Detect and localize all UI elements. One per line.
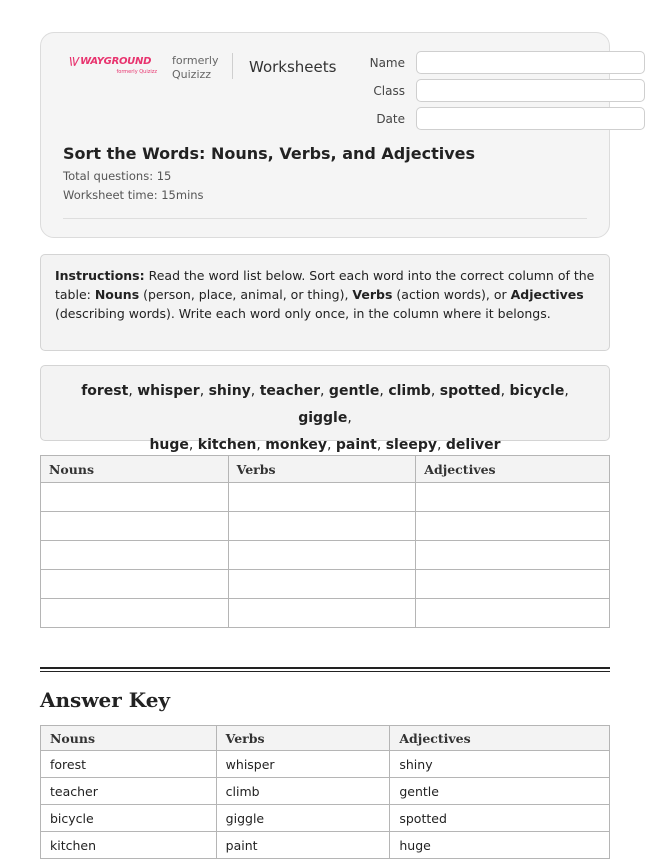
word-bank-word: spotted xyxy=(439,383,501,399)
answer-key-cell: spotted xyxy=(390,805,610,832)
word-bank-word: climb xyxy=(388,383,431,399)
answer-cell[interactable] xyxy=(416,512,610,541)
word-bank-word: monkey xyxy=(265,437,327,453)
answer-key-row xyxy=(41,778,610,805)
answer-key-cell: teacher xyxy=(41,778,217,805)
class-field[interactable] xyxy=(416,79,645,102)
answer-cell[interactable] xyxy=(416,483,610,512)
word-bank-word: bicycle xyxy=(509,383,565,399)
answer-cell[interactable] xyxy=(41,599,229,628)
word-bank-word: forest xyxy=(81,383,129,399)
word-bank-word: kitchen xyxy=(197,437,257,453)
answer-key-row xyxy=(41,805,610,832)
word-bank xyxy=(40,365,610,453)
answer-key-cell: kitchen xyxy=(41,832,217,859)
quizizz-label: Quizizz xyxy=(172,68,212,81)
answer-key-cell: huge xyxy=(390,832,610,859)
answer-cell[interactable] xyxy=(41,570,229,599)
answer-cell[interactable] xyxy=(228,541,416,570)
class-label: Class xyxy=(373,84,405,98)
answer-header-verbs: Verbs xyxy=(216,726,390,751)
answer-cell[interactable] xyxy=(41,483,229,512)
answer-row xyxy=(41,570,610,599)
answer-row xyxy=(41,512,610,541)
answer-key-cell: climb xyxy=(216,778,390,805)
instructions-text-3: (action words), or xyxy=(392,287,511,302)
answer-cell[interactable] xyxy=(228,599,416,628)
answer-key-header xyxy=(41,726,610,751)
answer-key-row xyxy=(41,832,610,859)
product-name: Worksheets xyxy=(249,58,337,76)
wayground-logo xyxy=(69,55,159,75)
instructions-adjectives: Adjectives xyxy=(510,287,584,302)
word-bank-word: sleepy xyxy=(385,437,437,453)
name-label: Name xyxy=(369,56,405,70)
word-bank-word: huge xyxy=(149,437,189,453)
answer-header-adjectives: Adjectives xyxy=(390,726,610,751)
answer-cell[interactable] xyxy=(416,599,610,628)
answer-cell[interactable] xyxy=(41,541,229,570)
formerly-label: formerly xyxy=(172,54,219,67)
answer-header-nouns: Nouns xyxy=(41,726,217,751)
answer-key-cell: forest xyxy=(41,751,217,778)
answer-row xyxy=(41,541,610,570)
worksheet-title: Sort the Words: Nouns, Verbs, and Adjectives xyxy=(63,144,476,163)
answer-key-cell: giggle xyxy=(216,805,390,832)
instructions-verbs: Verbs xyxy=(352,287,393,302)
word-bank-word: paint xyxy=(335,437,377,453)
wayground-logo-icon: \\/ xyxy=(69,55,79,68)
instructions-box xyxy=(40,254,610,351)
instructions-text-4: (describing words). Write each word only once, in the column where it belongs. xyxy=(55,306,551,321)
name-field[interactable] xyxy=(416,51,645,74)
date-field[interactable] xyxy=(416,107,645,130)
word-bank-word: teacher xyxy=(259,383,321,399)
answer-cell[interactable] xyxy=(41,512,229,541)
answer-key-table xyxy=(40,725,610,859)
answer-row xyxy=(41,599,610,628)
instructions-text-1: Read the word list below. Sort each word into the correct column of the table: xyxy=(55,268,595,302)
answer-cell[interactable] xyxy=(228,483,416,512)
answer-key-row xyxy=(41,751,610,778)
answer-key-title: Answer Key xyxy=(40,688,171,712)
word-bank-word: gentle xyxy=(328,383,380,399)
total-questions: Total questions: 15 xyxy=(63,169,172,183)
worksheet-time: Worksheet time: 15mins xyxy=(63,188,204,202)
sorting-table-header xyxy=(41,456,610,483)
word-bank-word: shiny xyxy=(208,383,251,399)
logo-wordmark: WAYGROUND xyxy=(80,56,152,67)
answer-key-cell: paint xyxy=(216,832,390,859)
column-header-adjectives: Adjectives xyxy=(416,456,610,483)
date-label: Date xyxy=(376,112,405,126)
answer-row xyxy=(41,483,610,512)
column-header-nouns: Nouns xyxy=(41,456,229,483)
word-bank-word: whisper xyxy=(137,383,200,399)
answer-cell[interactable] xyxy=(416,541,610,570)
answer-key-cell: whisper xyxy=(216,751,390,778)
word-bank-word: giggle xyxy=(298,410,348,426)
answer-key-cell: gentle xyxy=(390,778,610,805)
word-bank-line-2: huge, kitchen, monkey, paint, sleepy, deliver xyxy=(149,437,501,453)
answer-cell[interactable] xyxy=(416,570,610,599)
worksheet-header xyxy=(40,32,610,238)
logo-subtext: formerly Quizizz xyxy=(116,69,157,75)
section-divider xyxy=(40,667,610,672)
word-bank-line-1: forest, whisper, shiny, teacher, gentle, climb, spotted, bicycle, giggle, xyxy=(81,383,569,426)
answer-key-cell: shiny xyxy=(390,751,610,778)
formerly-quizizz xyxy=(172,54,219,82)
answer-cell[interactable] xyxy=(228,570,416,599)
answer-key-cell: bicycle xyxy=(41,805,217,832)
sorting-table xyxy=(40,455,610,628)
instructions-text-2: (person, place, animal, or thing), xyxy=(139,287,353,302)
answer-cell[interactable] xyxy=(228,512,416,541)
instructions-lead: Instructions: xyxy=(55,268,145,283)
instructions-nouns: Nouns xyxy=(94,287,140,302)
column-header-verbs: Verbs xyxy=(228,456,416,483)
header-divider xyxy=(232,53,233,79)
word-bank-word: deliver xyxy=(445,437,501,453)
header-bottom-divider xyxy=(63,218,587,219)
